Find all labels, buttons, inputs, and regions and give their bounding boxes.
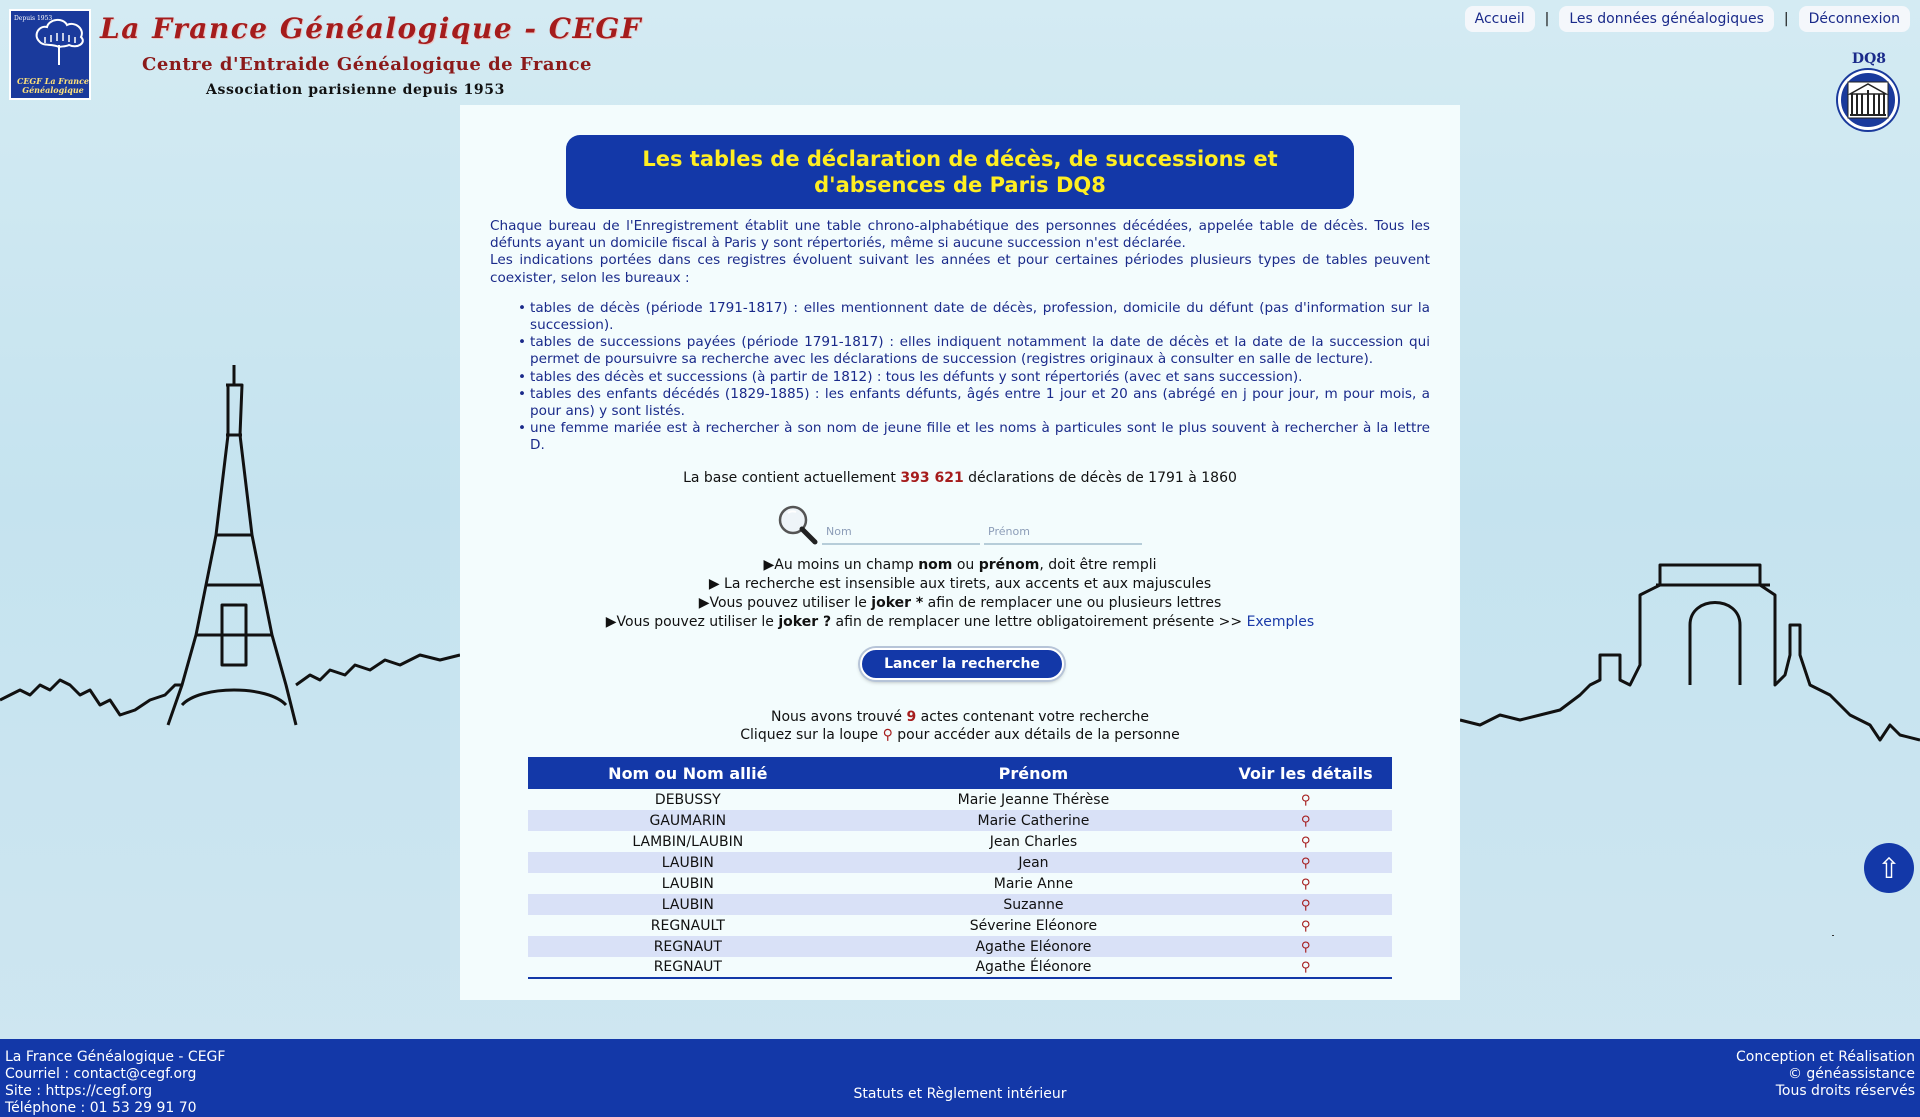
cell-prenom: Séverine Eléonore	[848, 915, 1220, 936]
table-row	[528, 831, 1392, 852]
results-table-body	[528, 789, 1392, 978]
footer-phone: Téléphone : 01 53 29 91 70	[5, 1100, 197, 1116]
footer-credit-line: Conception et Réalisation	[1736, 1049, 1915, 1065]
table-row	[528, 957, 1392, 978]
nav-deconnexion-button[interactable]: Déconnexion	[1799, 6, 1910, 32]
launch-search-button[interactable]: Lancer la recherche	[860, 648, 1064, 680]
list-item: • une femme mariée est à rechercher à son nom de jeune fille et les noms à particules sont le plus souvent à rechercher à la lettre D.	[530, 420, 1430, 454]
column-header-details: Voir les détails	[1219, 757, 1392, 789]
results-summary	[460, 708, 1460, 744]
logo-caption: CEGF La France Généalogique	[16, 76, 90, 95]
cell-nom: REGNAUT	[528, 936, 848, 957]
cell-nom: LAUBIN	[528, 894, 848, 915]
footer-org-name: La France Généalogique - CEGF	[5, 1049, 226, 1065]
view-details-icon[interactable]: ⚲	[1300, 834, 1311, 850]
footer-email[interactable]: Courriel : contact@cegf.org	[5, 1066, 197, 1082]
view-details-icon[interactable]: ⚲	[1300, 792, 1311, 808]
list-item: • tables des enfants décédés (1829-1885) : les enfants défunts, âgés entre 1 jour et 20 ans (abrégé en j pour jour, m pour mois, a pour ans) y sont listés.	[530, 386, 1430, 420]
view-details-icon[interactable]: ⚲	[1300, 876, 1311, 892]
cell-details	[1219, 810, 1392, 831]
site-footer	[0, 1039, 1920, 1117]
table-row	[528, 894, 1392, 915]
count-number: 393 621	[900, 470, 964, 486]
cell-prenom: Marie Catherine	[848, 810, 1220, 831]
view-details-icon[interactable]: ⚲	[1300, 813, 1311, 829]
nav-donnees-button[interactable]: Les données généalogiques	[1559, 6, 1774, 32]
footer-site[interactable]: Site : https://cegf.org	[5, 1083, 153, 1099]
site-subtitle: Centre d'Entraide Généalogique de France	[142, 54, 592, 75]
column-header-prenom: Prénom	[848, 757, 1220, 789]
count-text: La base contient actuellement	[683, 470, 901, 486]
rule-line: ▶ La recherche est insensible aux tirets, aux accents et aux majuscules	[708, 576, 1212, 592]
cell-details	[1219, 957, 1392, 978]
nav-accueil-button[interactable]: Accueil	[1465, 6, 1535, 32]
nav-separator: |	[1783, 11, 1789, 27]
cell-details	[1219, 852, 1392, 873]
table-row	[528, 789, 1392, 810]
exemples-link[interactable]: Exemples	[1246, 614, 1315, 630]
list-item: • tables de successions payées (période 1791-1817) : elles indiquent notamment la date de décès et la date de la succession qui permet de poursuivre sa recherche avec les déclarations de succession (registres originaux à consulter en salle de lecture).	[530, 334, 1430, 368]
cell-nom: GAUMARIN	[528, 810, 848, 831]
table-row	[528, 810, 1392, 831]
site-title: La France Généalogique - CEGF	[100, 12, 643, 45]
cegf-logo[interactable]	[9, 9, 91, 100]
magnifier-icon: ⚲	[882, 727, 893, 743]
search-icon[interactable]	[776, 503, 818, 545]
cell-details	[1219, 936, 1392, 957]
cell-details	[1219, 789, 1392, 810]
list-item: • tables des décès et successions (à partir de 1812) : tous les défunts y sont répertoriés (avec et sans succession).	[530, 369, 1430, 386]
cell-nom: LAUBIN	[528, 873, 848, 894]
top-navigation	[1465, 6, 1910, 32]
cell-nom: REGNAULT	[528, 915, 848, 936]
table-row	[528, 852, 1392, 873]
cell-prenom: Marie Jeanne Thérèse	[848, 789, 1220, 810]
results-count: 9	[906, 709, 917, 725]
footer-contact	[5, 1049, 225, 1117]
table-row	[528, 936, 1392, 957]
cell-prenom: Jean Charles	[848, 831, 1220, 852]
cell-prenom: Agathe Éléonore	[848, 957, 1220, 978]
cell-nom: REGNAUT	[528, 957, 848, 978]
table-row	[528, 873, 1392, 894]
cell-prenom: Jean	[848, 852, 1220, 873]
view-details-icon[interactable]: ⚲	[1300, 939, 1311, 955]
intro-text	[490, 218, 1430, 455]
cell-prenom: Agathe Eléonore	[848, 936, 1220, 957]
cell-nom: LAMBIN/LAUBIN	[528, 831, 848, 852]
prenom-input[interactable]	[984, 513, 1142, 545]
building-icon	[1846, 80, 1890, 120]
nav-separator: |	[1544, 11, 1550, 27]
page-title-line2: d'absences de Paris DQ8	[814, 173, 1106, 197]
results-table	[528, 757, 1392, 979]
cell-prenom: Marie Anne	[848, 873, 1220, 894]
rule-line: ▶Au moins un champ nom ou prénom, doit être rempli	[763, 557, 1157, 573]
rule-line: ▶Vous pouvez utiliser le joker ? afin de remplacer une lettre obligatoirement présente >> Exemples	[605, 614, 1315, 630]
footer-credits	[1736, 1049, 1915, 1100]
column-header-nom: Nom ou Nom allié	[528, 757, 848, 789]
content-card	[460, 105, 1460, 1000]
search-rules	[460, 556, 1460, 632]
database-count	[460, 470, 1460, 486]
tree-icon	[29, 17, 89, 67]
search-form	[776, 503, 1142, 545]
cell-details	[1219, 915, 1392, 936]
cell-prenom: Suzanne	[848, 894, 1220, 915]
footer-credit-line[interactable]: © généassistance	[1787, 1066, 1915, 1082]
dq8-label: DQ8	[1851, 51, 1886, 67]
intro-paragraph-1: Chaque bureau de l'Enregistrement établit une table chrono-alphabétique des personnes décédées, appelée table de décès. Tous les défunts ayant un domicile fiscal à Paris y sont répertoriés, même si aucune succession n'est déclarée.	[490, 218, 1430, 252]
logo-depuis-text: Depuis 1953	[14, 15, 53, 22]
view-details-icon[interactable]: ⚲	[1300, 855, 1311, 871]
results-hint-line: Cliquez sur la loupe ⚲ pour accéder aux détails de la personne	[740, 727, 1180, 743]
table-row	[528, 915, 1392, 936]
decorative-dot	[1832, 935, 1834, 936]
footer-credit-line: Tous droits réservés	[1775, 1083, 1915, 1099]
page-title-line1: Les tables de déclaration de décès, de successions et	[642, 147, 1278, 171]
list-item: • tables de décès (période 1791-1817) : elles mentionnent date de décès, profession, domicile du défunt (pas d'information sur la succession).	[530, 300, 1430, 334]
cell-details	[1219, 831, 1392, 852]
table-types-list	[530, 300, 1430, 455]
cell-nom: LAUBIN	[528, 852, 848, 873]
table-header-row	[528, 757, 1392, 789]
rule-line: ▶Vous pouvez utiliser le joker * afin de remplacer une ou plusieurs lettres	[698, 595, 1222, 611]
view-details-icon[interactable]: ⚲	[1300, 960, 1311, 975]
nom-input[interactable]	[822, 513, 980, 545]
intro-paragraph-2: Les indications portées dans ces registres évoluent suivant les années et pour certaines périodes plusieurs types de tables peuvent coexister, selon les bureaux :	[490, 252, 1430, 286]
view-details-icon[interactable]: ⚲	[1300, 897, 1311, 913]
results-count-line: Nous avons trouvé 9 actes contenant votre recherche	[771, 709, 1149, 725]
page-title-banner	[566, 135, 1354, 209]
site-tagline: Association parisienne depuis 1953	[206, 82, 505, 98]
footer-statuts-link[interactable]: Statuts et Règlement intérieur	[853, 1086, 1067, 1102]
view-details-icon[interactable]: ⚲	[1300, 918, 1311, 934]
count-text: déclarations de décès de 1791 à 1860	[963, 470, 1237, 486]
cell-details	[1219, 894, 1392, 915]
dq8-badge[interactable]	[1838, 70, 1898, 130]
cell-details	[1219, 873, 1392, 894]
cell-nom: DEBUSSY	[528, 789, 848, 810]
scroll-top-button[interactable]: ⇧	[1864, 843, 1914, 893]
